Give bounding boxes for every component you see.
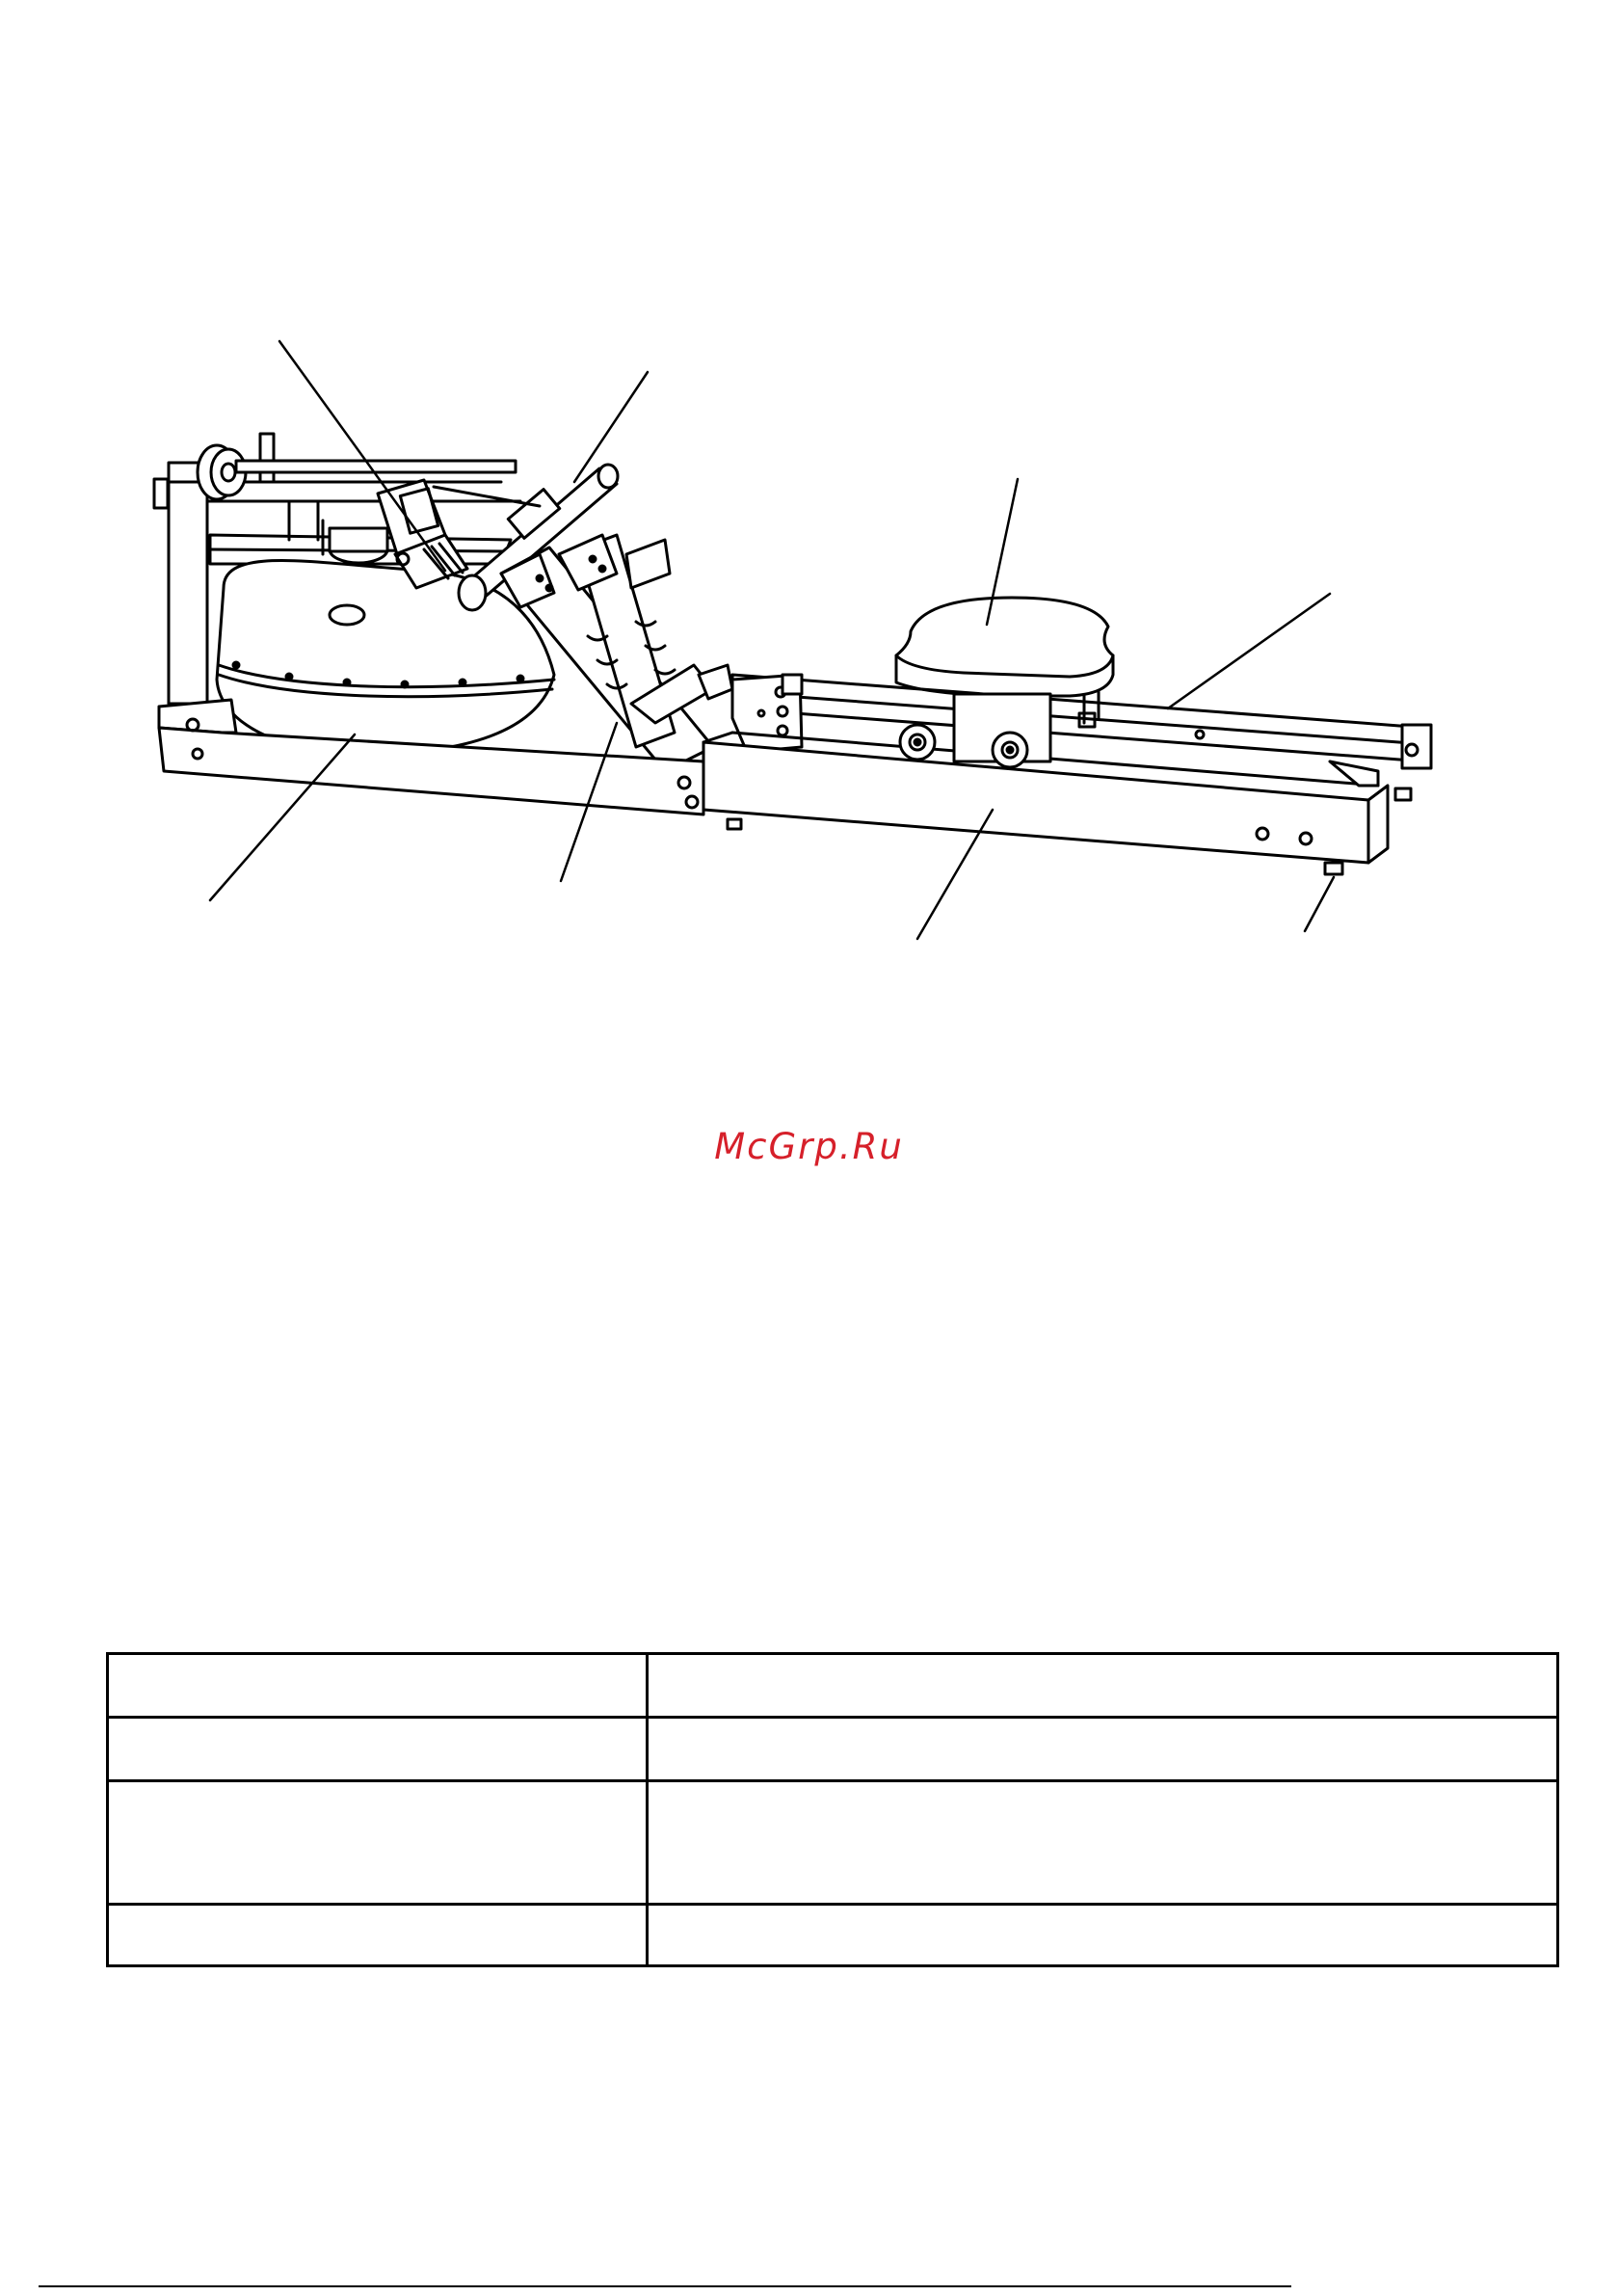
table-row [108, 1654, 1558, 1718]
table-row [108, 1781, 1558, 1905]
table-row [108, 1905, 1558, 1966]
table-cell-value [648, 1654, 1558, 1718]
table-cell-label [108, 1654, 648, 1718]
table-cell-label [108, 1718, 648, 1781]
footer-rule [0, 2281, 1618, 2296]
table-cell-value [648, 1718, 1558, 1781]
table-cell-label [108, 1905, 648, 1966]
table-cell-label [108, 1781, 648, 1905]
watermark-text: McGrp.Ru [714, 1126, 904, 1167]
seat [896, 598, 1113, 767]
table-cell-value [648, 1781, 1558, 1905]
spec-table [106, 1652, 1559, 1967]
leader-rail [1168, 594, 1330, 708]
table-cell-value [648, 1905, 1558, 1966]
pulley [198, 434, 516, 499]
rowing-machine-diagram [0, 0, 1618, 964]
rail-connector [732, 675, 802, 752]
leader-foot [1305, 877, 1334, 931]
table-row [108, 1718, 1558, 1781]
